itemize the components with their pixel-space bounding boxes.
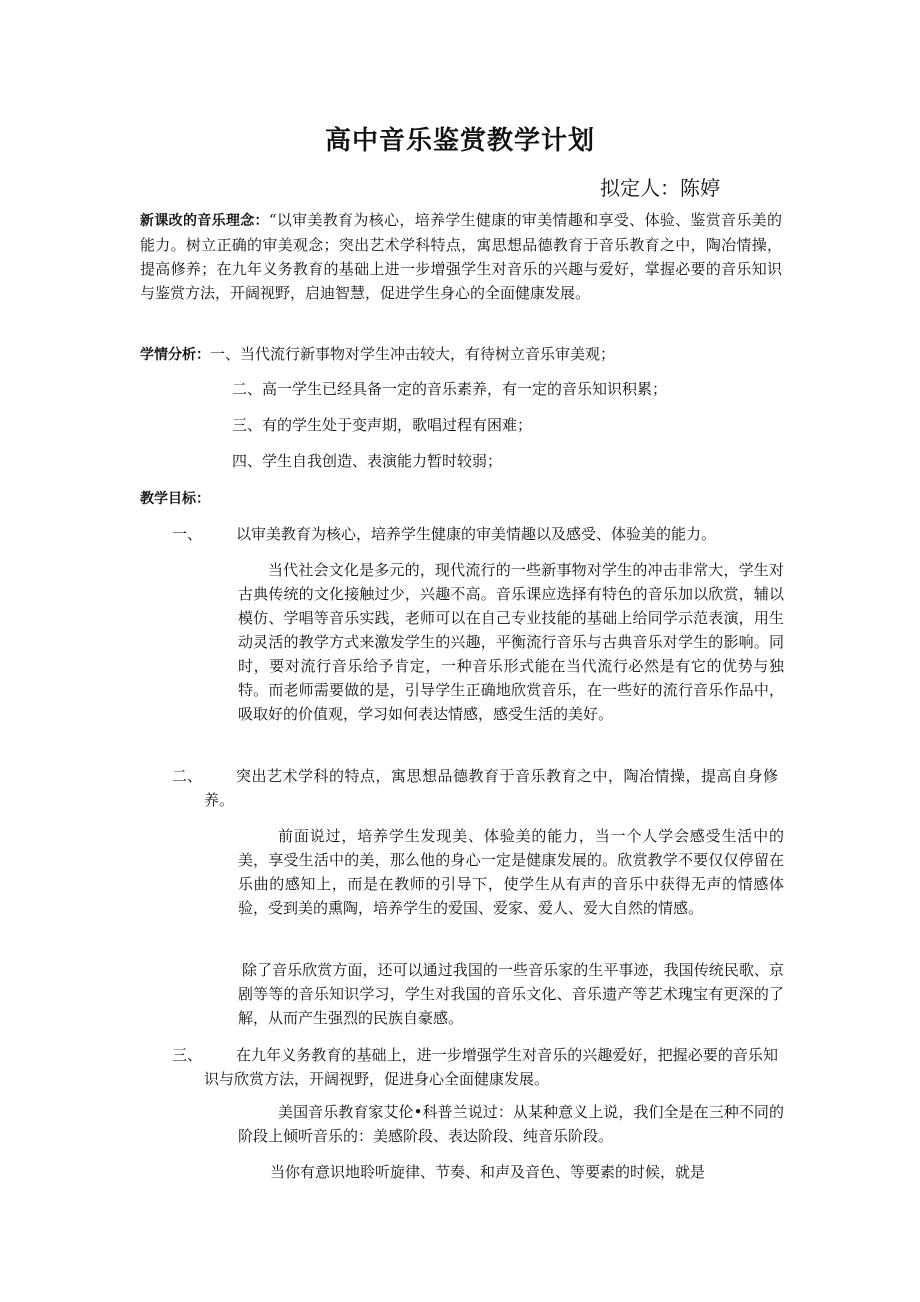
- goals-label: 教学目标：: [140, 491, 210, 507]
- analysis-item: 二、高一学生已经具备一定的音乐素养，有一定的音乐知识积累；: [232, 380, 668, 398]
- goal-paragraph: 当你有意识地聆听旋律、节奏、和声及音色、等要素的时候，就是: [270, 1163, 706, 1181]
- concept-label: 新课改的音乐理念：: [140, 213, 269, 229]
- analysis-item: 四、学生自我创造、表演能力暂时较弱；: [232, 452, 503, 470]
- goal-number: 一、: [172, 525, 203, 543]
- author-line: 拟定人：陈婷: [600, 176, 720, 200]
- analysis-label: 学情分析：: [140, 347, 210, 363]
- goal-heading: 突出艺术学科的特点，寓思想品德教育于音乐教育之中，陶冶情操，提高自身修养。: [204, 767, 778, 809]
- concept-paragraph: [140, 208, 782, 305]
- goal-paragraph: 当代社会文化是多元的，现代流行的一些新事物对学生的冲击非常大，学生对古典传统的文化接触过少，兴趣不高。音乐课应选择有特色的音乐加以欣赏，辅以模仿、学唱等音乐实践，老师可以在自己专业技能的基础上给同学示范表演，用生动灵活的教学方式来激发学生的兴趣，平衡流行音乐与古典音乐对学生的影响。同时，要对流行音乐给予肯定，一种音乐形式能在当代流行必然是有它的优势与独特。而老师需要做的是，引导学生正确地欣赏音乐，在一些好的流行音乐作品中，吸取好的价值观，学习如何表达情感，感受生活的美好。: [238, 561, 784, 723]
- analysis-item: 一、当代流行新事物对学生冲击较大，有待树立音乐审美观；: [210, 345, 616, 363]
- goal-paragraph: 前面说过，培养学生发现美、体验美的能力，当一个人学会感受生活中的美，享受生活中的美，那么他的身心一定是健康发展的。欣赏教学不要仅仅停留在乐曲的感知上，而是在教师的引导下，使学生从有声的音乐中获得无声的情感体验，受到美的熏陶，培养学生的爱国、爱家、爱人、爱大自然的情感。: [238, 827, 784, 917]
- analysis-line-1: [140, 342, 782, 367]
- goal-paragraph: 除了音乐欣赏方面，还可以通过我国的一些音乐家的生平事迹，我国传统民歌、京剧等等的音乐知识学习，学生对我国的音乐文化、音乐遗产等艺术瑰宝有更深的了解，从而产生强烈的民族自豪感。: [238, 961, 784, 1027]
- goal-number: 二、: [172, 767, 203, 785]
- document-title: 高中音乐鉴赏教学计划: [324, 126, 595, 156]
- goal-number: 三、: [172, 1046, 203, 1064]
- analysis-item: 三、有的学生处于变声期，歌唱过程有困难；: [232, 416, 533, 434]
- goal-heading: 以审美教育为核心，培养学生健康的审美情趣以及感受、体验美的能力。: [236, 525, 717, 543]
- concept-text: “以审美教育为核心，培养学生健康的审美情趣和享受、体验、鉴赏音乐美的能力。树立正确的审美观念；突出艺术学科特点，寓思想品德教育于音乐教育之中，陶冶情操，提高修养；在九年义务教育的基础上进一步增强学生对音乐的兴趣与爱好，掌握必要的音乐知识与鉴赏方法，开阔视野，启迪智慧，促进学生身心的全面健康发展。: [140, 211, 782, 302]
- goal-heading: 在九年义务教育的基础上，进一步增强学生对音乐的兴趣爱好，把握必要的音乐知识与欣赏方法，开阔视野，促进身心全面健康发展。: [204, 1046, 778, 1088]
- goal-paragraph: 美国音乐教育家艾伦•科普兰说过：从某种意义上说，我们全是在三种不同的阶段上倾听音乐的：美感阶段、表达阶段、纯音乐阶段。: [238, 1103, 784, 1145]
